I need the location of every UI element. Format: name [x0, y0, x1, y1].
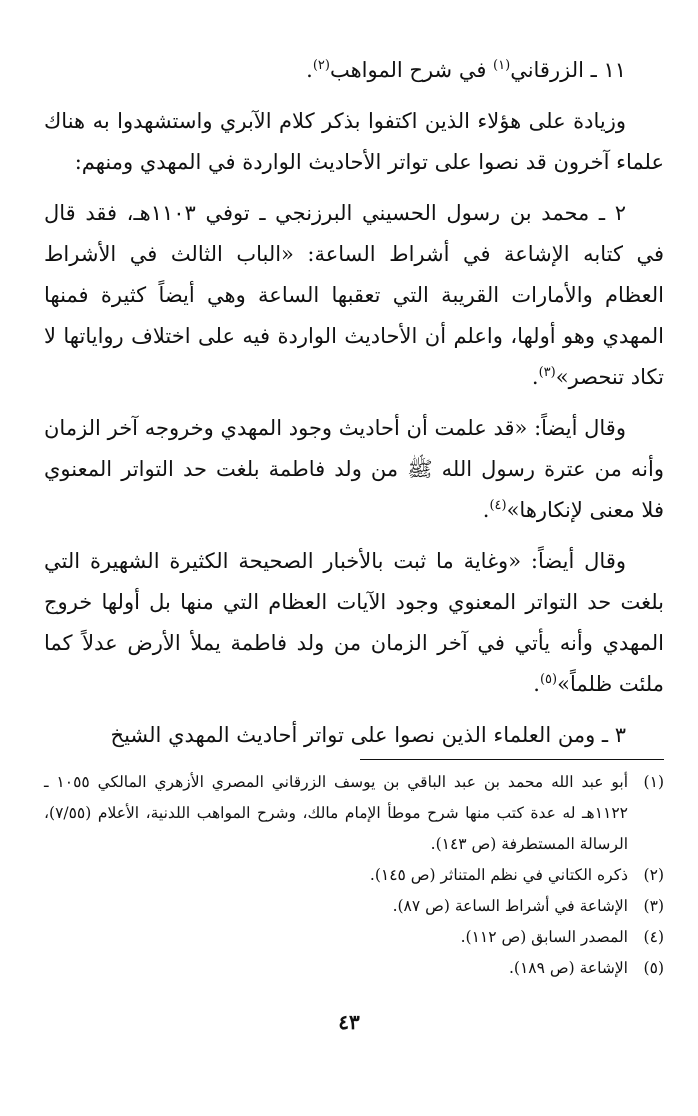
paragraph-text: ١١ ـ الزرقاني: [510, 58, 626, 82]
page-number: ٤٣: [338, 1010, 360, 1034]
footnote-text: المصدر السابق (ص ١١٢).: [460, 928, 628, 946]
paragraph-text: في شرح المواهب: [329, 58, 494, 82]
paragraph-barzanji: [44, 193, 664, 398]
footnote-number: (١): [643, 773, 664, 791]
paragraph-text: وقال أيضاً: «قد علمت أن أحاديث وجود المهدي وخروجه آخر الزمان وأنه من عترة رسول الله ﷺ من ولد فاطمة بلغت حد التواتر المعنوي فلا معنى لإنكارها»: [44, 416, 664, 522]
footnote-divider: [360, 759, 664, 760]
footnote-number: (٥): [643, 959, 664, 977]
page-body: [44, 50, 664, 756]
footnote-number: (٣): [643, 897, 664, 915]
footnote-text: ذكره الكتاني في نظم المتناثر (ص ١٤٥).: [369, 866, 628, 884]
footnote-text: الإشاعة في أشراط الساعة (ص ٨٧).: [392, 897, 628, 915]
footnote-ref-1[interactable]: (١): [493, 58, 511, 73]
footnote-ref-3[interactable]: (٣): [538, 365, 556, 380]
paragraph-text: وقال أيضاً: «وغاية ما ثبت بالأخبار الصحيحة الكثيرة الشهيرة التي بلغت حد التواتر المعنوي وجود الآيات العظام التي منها بل أولها خروج المهدي وأنه يأتي في آخر الزمان من ولد فاطمة يملأ الأرض عدلاً كما ملئت ظلماً»: [44, 549, 664, 696]
footnote-ref-4[interactable]: (٤): [489, 498, 507, 513]
footnote-number: (٤): [643, 928, 664, 946]
paragraph-other-scholars: وزيادة على هؤلاء الذين اكتفوا بذكر كلام الآبري واستشهدوا به هناك علماء آخرون قد نصوا على تواتر الأحاديث الواردة في المهدي ومنهم:: [44, 109, 664, 174]
footnote-3: [44, 891, 664, 922]
paragraph-punct: .: [306, 58, 313, 82]
paragraph-text: ٢ ـ محمد بن رسول الحسيني البرزنجي ـ توفي ١١٠٣هـ، فقد قال في كتابه الإشاعة في أشراط الساعة: «الباب الثالث في الأشراط العظام والأمارات القريبة التي تعقبها الساعة وهي أيضاً كثيرة فمنها المهدي وهو أولها، واعلم أن الأحاديث الواردة فيه على اختلاف رواياتها لا تكاد تنحصر»: [44, 201, 664, 389]
paragraph-quote-3: [44, 541, 664, 705]
footnote-ref-2[interactable]: (٢): [312, 58, 330, 73]
paragraph-punct: .: [531, 365, 539, 389]
paragraph-third-scholar: ٣ ـ ومن العلماء الذين نصوا على تواتر أحاديث المهدي الشيخ: [110, 723, 626, 747]
footnote-number: (٢): [643, 866, 664, 884]
paragraph-zurqani: [44, 50, 664, 91]
footnotes-section: [44, 767, 664, 984]
footnote-2: [44, 860, 664, 891]
paragraph-punct: .: [482, 498, 490, 522]
footnote-ref-5[interactable]: (٥): [539, 672, 558, 687]
footnote-text: الإشاعة (ص ١٨٩).: [508, 959, 628, 977]
footnote-5: [44, 953, 664, 984]
paragraph-punct: .: [533, 672, 540, 696]
footnote-text: أبو عبد الله محمد بن عبد الباقي بن يوسف الزرقاني المصري الأزهري المالكي ١٠٥٥ ـ ١١٢٢هـ له عدة كتب منها شرح موطأ الإمام مالك، وشرح المواهب اللدنية، الأعلام (٧/٥٥)، الرسالة المستطرفة (ص ١٤٣).: [44, 773, 629, 853]
footnote-4: [44, 922, 664, 953]
footnote-1: [44, 767, 664, 860]
paragraph-quote-2: [44, 408, 664, 531]
